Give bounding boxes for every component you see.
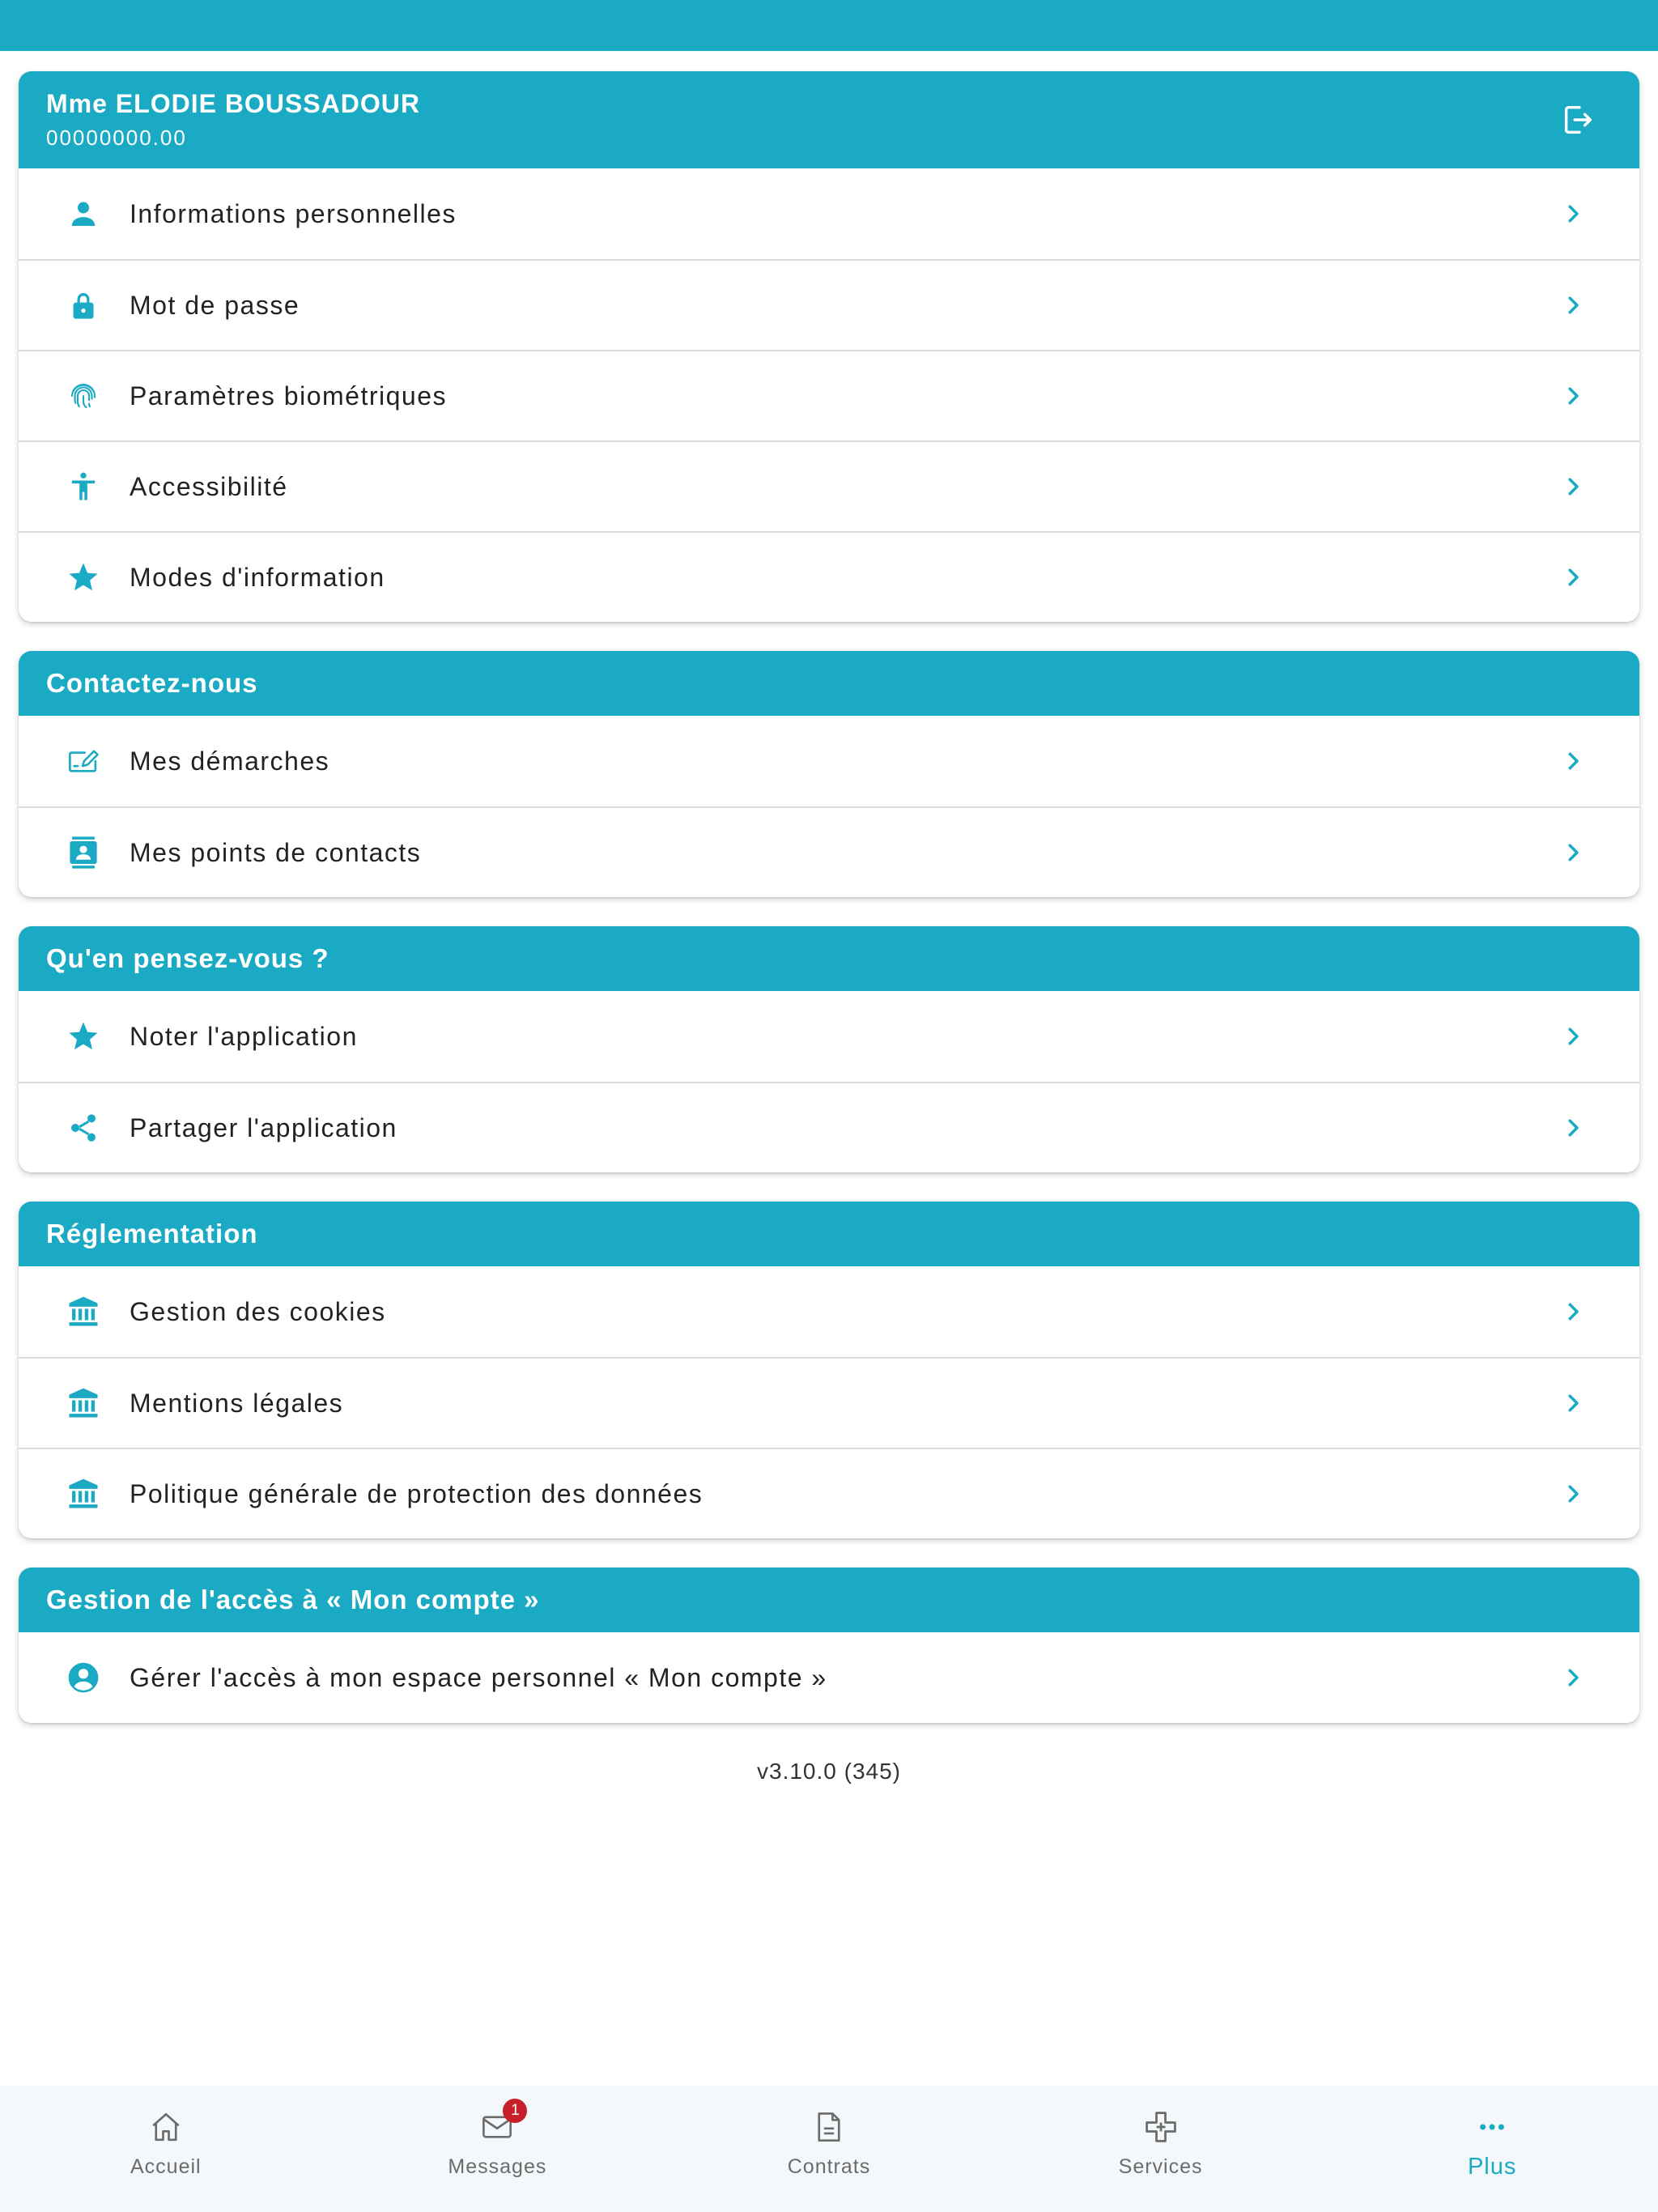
row-label: Noter l'application (130, 1021, 358, 1051)
contact-header: Contactez-nous (19, 651, 1639, 716)
chevron-right-icon (1557, 1295, 1589, 1328)
row-label: Modes d'information (130, 562, 385, 592)
home-icon (147, 2108, 185, 2146)
accessibility-icon (64, 467, 103, 506)
row-label: Mes points de contacts (130, 837, 422, 867)
tab-label: Plus (1467, 2154, 1517, 2180)
row-label: Accessibilité (130, 471, 288, 501)
chevron-right-icon (1557, 1387, 1589, 1419)
row-gerer-acces[interactable] (19, 1632, 1639, 1723)
row-label: Mes démarches (130, 746, 330, 776)
row-accessibilite[interactable] (19, 440, 1639, 531)
tab-label: Contrats (787, 2155, 871, 2178)
bank-icon (64, 1384, 103, 1423)
row-label: Politique générale de protection des données (130, 1478, 704, 1508)
row-parametres-biometriques[interactable] (19, 350, 1639, 440)
document-icon (810, 2108, 848, 2146)
account-circle-icon (64, 1658, 103, 1697)
profile-card (19, 71, 1639, 622)
tab-services[interactable] (995, 2086, 1327, 2212)
fingerprint-icon (64, 376, 103, 415)
row-mes-demarches[interactable] (19, 716, 1639, 806)
tab-label: Messages (448, 2155, 547, 2178)
lock-icon (64, 286, 103, 325)
contact-card (19, 651, 1639, 897)
tab-label: Services (1118, 2155, 1203, 2178)
row-label: Gérer l'accès à mon espace personnel « Mon compte » (130, 1662, 827, 1692)
feedback-header: Qu'en pensez-vous ? (19, 926, 1639, 991)
tab-messages[interactable] (332, 2086, 664, 2212)
chevron-right-icon (1557, 470, 1589, 503)
feedback-card (19, 926, 1639, 1172)
chevron-right-icon (1557, 836, 1589, 869)
tab-label: Accueil (130, 2155, 202, 2178)
row-label: Mot de passe (130, 290, 300, 320)
tab-contrats[interactable] (663, 2086, 995, 2212)
tab-accueil[interactable] (0, 2086, 332, 2212)
row-mot-de-passe[interactable] (19, 259, 1639, 350)
row-politique-protection-donnees[interactable] (19, 1448, 1639, 1538)
chevron-right-icon (1557, 1020, 1589, 1053)
bank-icon (64, 1474, 103, 1513)
row-noter-application[interactable] (19, 991, 1639, 1082)
chevron-right-icon (1557, 1112, 1589, 1144)
regulation-card (19, 1202, 1639, 1538)
services-icon (1142, 2108, 1180, 2146)
chevron-right-icon (1557, 561, 1589, 593)
app-version: v3.10.0 (345) (757, 1759, 901, 1784)
bottom-tab-bar (0, 2086, 1658, 2212)
chevron-right-icon (1557, 380, 1589, 412)
notification-badge: 1 (503, 2099, 527, 2123)
row-mentions-legales[interactable] (19, 1357, 1639, 1448)
row-label: Partager l'application (130, 1112, 397, 1142)
profile-name: Mme ELODIE BOUSSADOUR (46, 89, 420, 118)
chevron-right-icon (1557, 289, 1589, 321)
more-icon (1473, 2108, 1511, 2146)
row-gestion-cookies[interactable] (19, 1266, 1639, 1357)
bank-icon (64, 1292, 103, 1331)
chevron-right-icon (1557, 745, 1589, 777)
tab-plus[interactable] (1326, 2086, 1658, 2212)
mail-icon (478, 2102, 520, 2146)
share-icon (64, 1108, 103, 1147)
star-icon (64, 558, 103, 597)
logout-icon[interactable] (1558, 100, 1597, 139)
access-card (19, 1568, 1639, 1723)
contact-card-icon (64, 833, 103, 872)
row-informations-personnelles[interactable] (19, 168, 1639, 259)
row-label: Paramètres biométriques (130, 381, 447, 410)
chevron-right-icon (1557, 1661, 1589, 1694)
row-label: Gestion des cookies (130, 1296, 386, 1326)
chevron-right-icon (1557, 198, 1589, 230)
row-modes-information[interactable] (19, 531, 1639, 622)
regulation-header: Réglementation (19, 1202, 1639, 1266)
status-bar (0, 0, 1658, 51)
row-label: Mentions légales (130, 1388, 344, 1418)
row-label: Informations personnelles (130, 198, 457, 228)
access-header: Gestion de l'accès à « Mon compte » (19, 1568, 1639, 1632)
row-partager-application[interactable] (19, 1082, 1639, 1172)
star-icon (64, 1017, 103, 1056)
profile-id: 00000000.00 (46, 125, 187, 150)
edit-card-icon (64, 742, 103, 781)
profile-header (19, 71, 1639, 168)
person-icon (64, 194, 103, 233)
row-mes-points-de-contacts[interactable] (19, 806, 1639, 897)
chevron-right-icon (1557, 1478, 1589, 1510)
